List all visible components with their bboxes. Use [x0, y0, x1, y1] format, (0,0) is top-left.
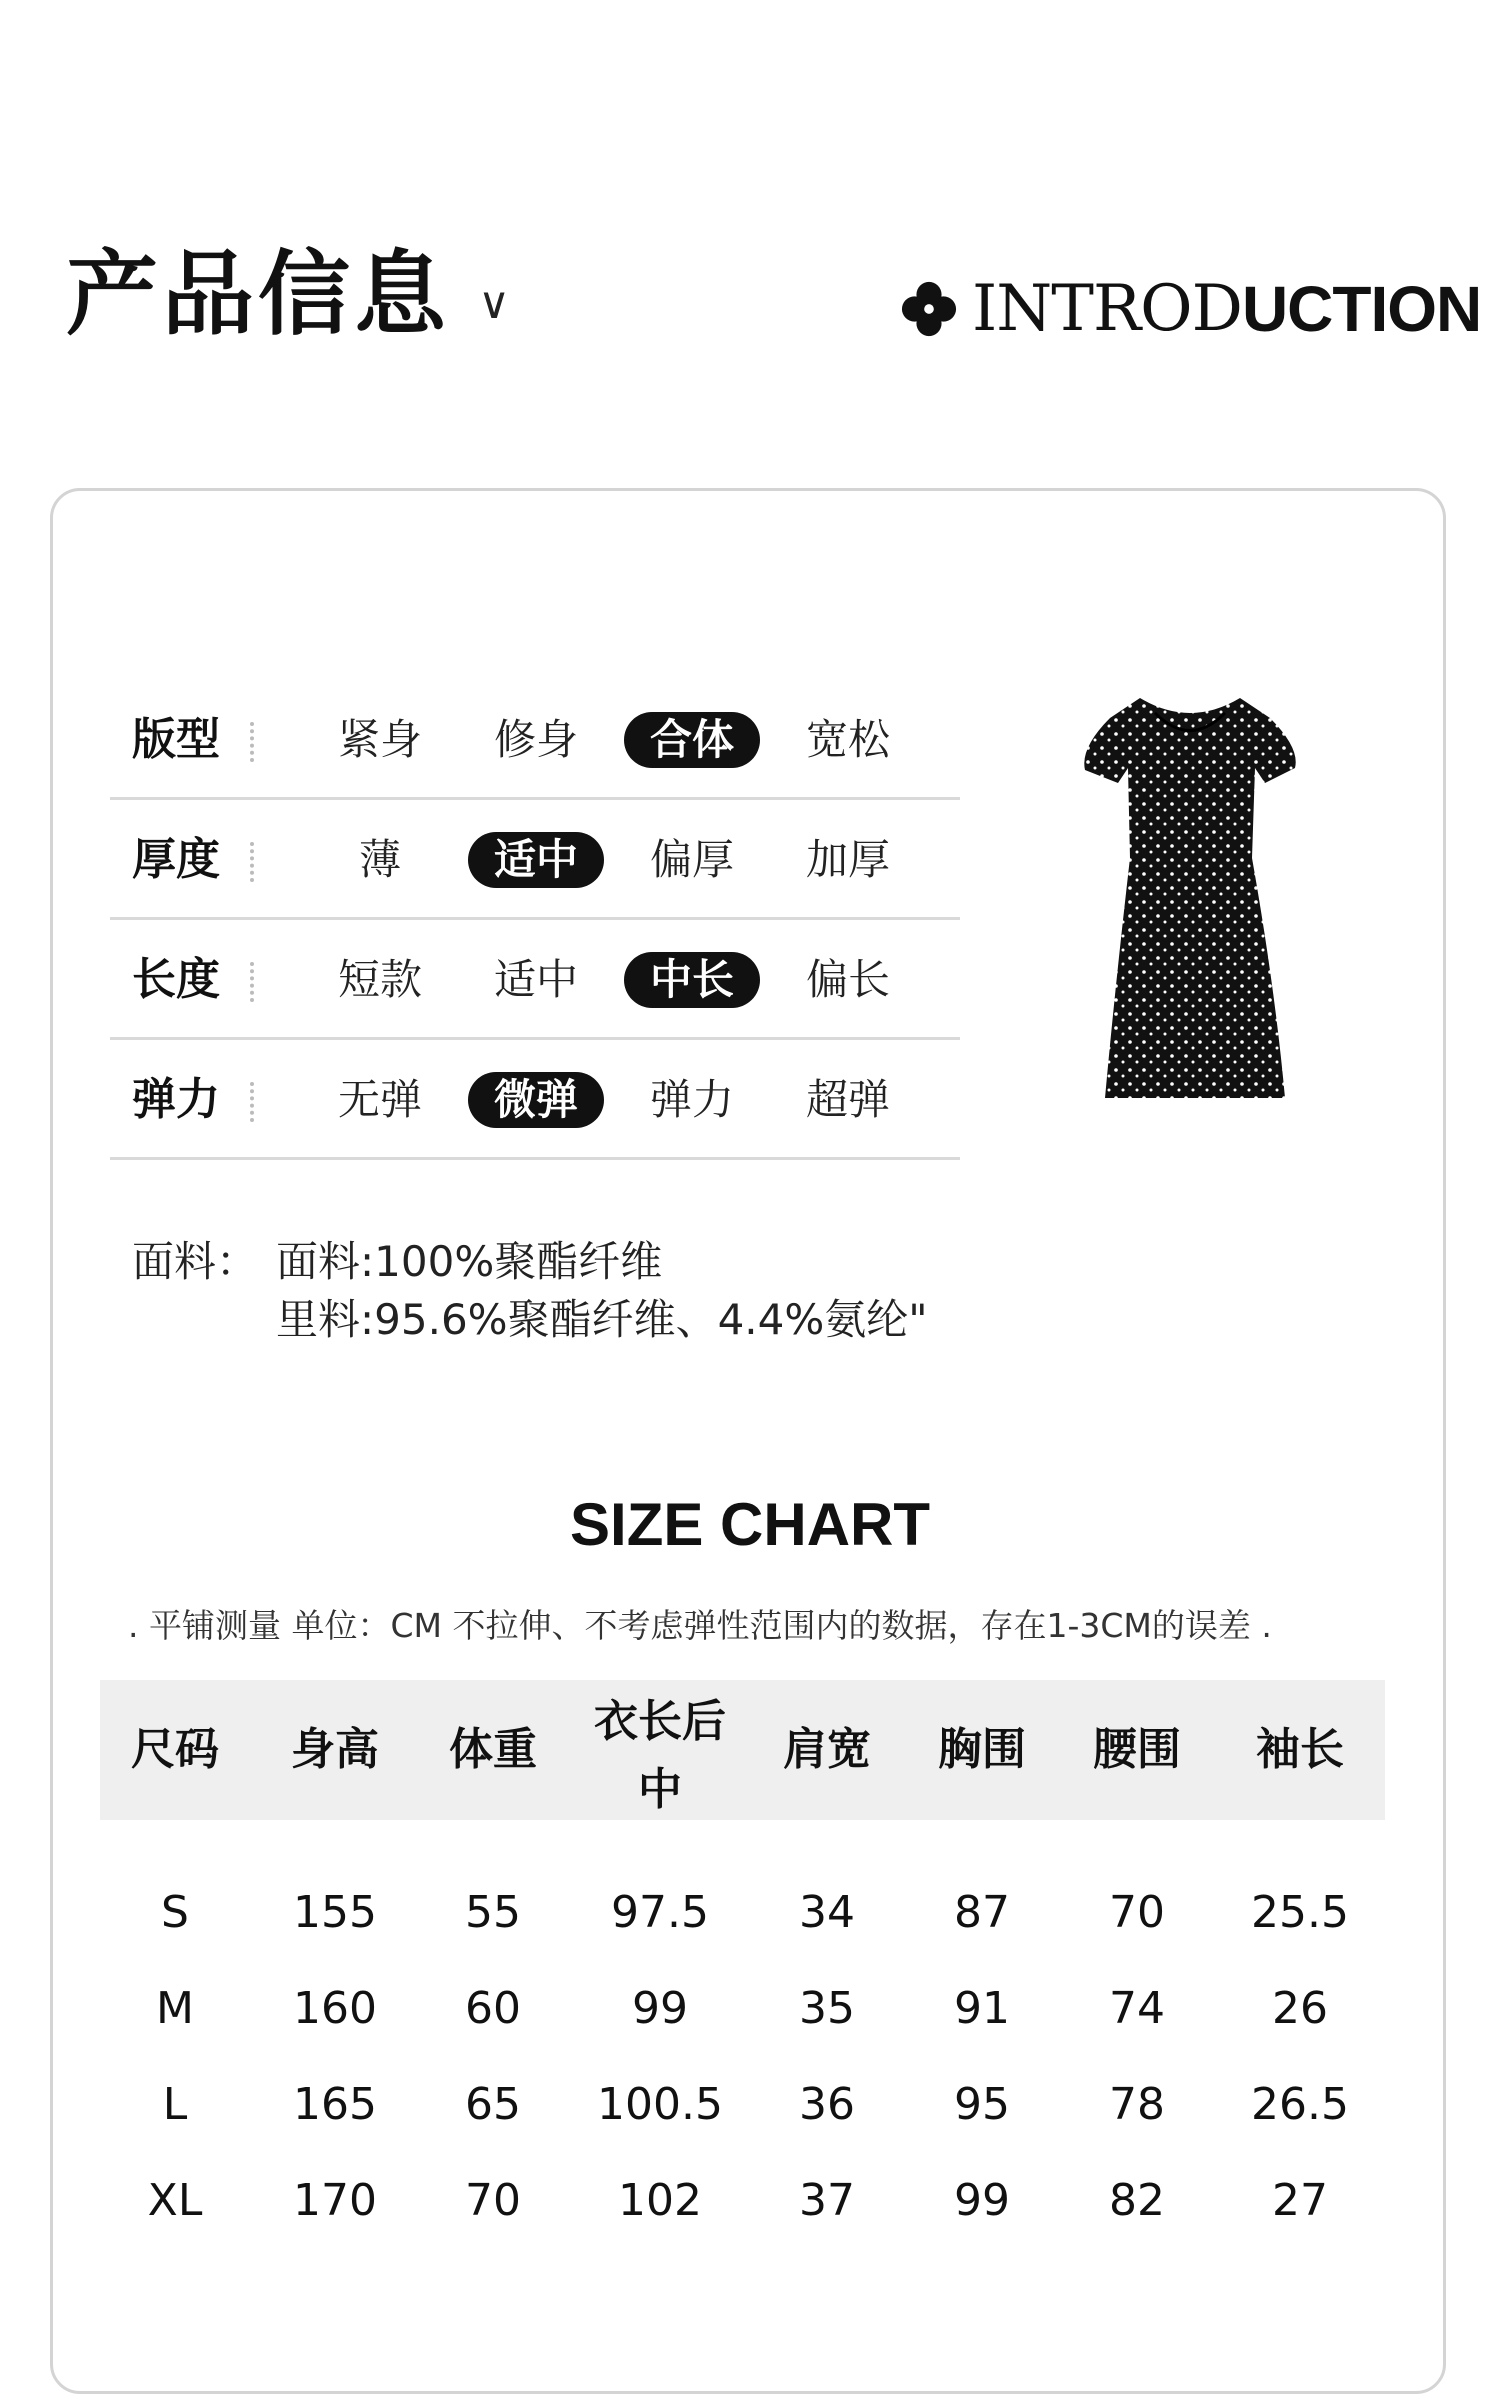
attribute-option: 超弹: [805, 1075, 890, 1124]
size-table-header-cell: 肩宽: [783, 1724, 871, 1775]
attribute-option: 弹力: [649, 1075, 734, 1124]
size-table-cell: 87: [954, 1887, 1010, 1938]
size-table-cell: 60: [465, 1983, 521, 2034]
size-table-cell: 82: [1109, 2175, 1165, 2226]
page-title: 产品信息: [66, 240, 451, 348]
intro-text-bold: UCTION: [1241, 273, 1482, 345]
size-table-header-cell: 体重: [449, 1724, 537, 1775]
attribute-row: [110, 680, 960, 800]
size-table-cell: 97.5: [611, 1887, 709, 1938]
size-table-cell: 165: [293, 2079, 377, 2130]
introduction-logo: [900, 274, 1481, 344]
attribute-option-selected: 适中: [468, 832, 604, 888]
attribute-label: 弹力: [132, 1074, 220, 1125]
size-table-cell: 155: [293, 1887, 377, 1938]
size-table-cell: 35: [799, 1983, 855, 2034]
attribute-option-selected: 合体: [624, 712, 760, 768]
size-table-cell: 65: [465, 2079, 521, 2130]
attribute-option: 偏长: [805, 955, 890, 1004]
attribute-option: 薄: [358, 835, 401, 884]
size-table-cell: 70: [1109, 1887, 1165, 1938]
size-table-cell: 160: [293, 1983, 377, 2034]
dotted-divider: [250, 1082, 254, 1122]
size-table-cell: 37: [799, 2175, 855, 2226]
size-table-cell: 170: [293, 2175, 377, 2226]
chevron-down-icon[interactable]: ∨: [478, 278, 511, 329]
attribute-label: 长度: [132, 954, 220, 1005]
size-table-cell: L: [162, 2079, 188, 2130]
size-table-cell: XL: [147, 2175, 203, 2226]
size-table-header-cell: 腰围: [1093, 1724, 1181, 1775]
fabric-outer: 面料:100%聚酯纤维: [276, 1237, 663, 1286]
size-table-header-cell: 袖长: [1256, 1724, 1344, 1775]
attribute-label: 版型: [132, 714, 220, 765]
size-table-cell: M: [156, 1983, 194, 2034]
attribute-option-selected: 中长: [624, 952, 760, 1008]
size-table-cell: 91: [954, 1983, 1010, 2034]
size-table-cell: 99: [954, 2175, 1010, 2226]
attribute-option: 适中: [493, 955, 578, 1004]
size-table-header-cell: 尺码: [131, 1724, 219, 1775]
attribute-row: [110, 920, 960, 1040]
size-table-cell: 26: [1272, 1983, 1328, 2034]
attribute-option: 短款: [337, 955, 422, 1004]
size-table-header-cell: 胸围: [938, 1724, 1026, 1775]
size-chart-title: SIZE CHART: [570, 1491, 930, 1558]
attribute-label: 厚度: [132, 834, 220, 885]
dotted-divider: [250, 842, 254, 882]
size-table-cell: 74: [1109, 1983, 1165, 2034]
size-table-header-cell: 中: [638, 1764, 682, 1815]
dotted-divider: [250, 722, 254, 762]
size-table-header-cell: 身高: [291, 1724, 379, 1775]
clover-icon: [900, 280, 958, 338]
attribute-option: 紧身: [337, 715, 422, 764]
size-table-cell: 36: [799, 2079, 855, 2130]
size-table-cell: 27: [1272, 2175, 1328, 2226]
fabric-label: 面料：: [132, 1237, 259, 1286]
dress-image: [1070, 688, 1310, 1108]
attribute-option: 无弹: [337, 1075, 422, 1124]
size-table-header-cell: 衣长后: [594, 1696, 726, 1747]
size-chart-note: . 平铺测量 单位：CM 不拉伸、不考虑弹性范围内的数据，存在1-3CM的误差 .: [128, 1606, 1272, 1645]
size-table-cell: S: [161, 1887, 189, 1938]
attribute-option-selected: 微弹: [468, 1072, 604, 1128]
size-table-cell: 100.5: [597, 2079, 723, 2130]
size-table-cell: 55: [465, 1887, 521, 1938]
attribute-option: 宽松: [805, 715, 890, 764]
size-table-cell: 99: [632, 1983, 688, 2034]
size-table-cell: 78: [1109, 2079, 1165, 2130]
fabric-lining: 里料:95.6%聚酯纤维、4.4%氨纶": [276, 1295, 928, 1344]
size-table-cell: 34: [799, 1887, 855, 1938]
size-table-cell: 70: [465, 2175, 521, 2226]
size-table-cell: 95: [954, 2079, 1010, 2130]
size-table-cell: 102: [618, 2175, 702, 2226]
attribute-row: [110, 800, 960, 920]
attribute-option: 偏厚: [649, 835, 734, 884]
dotted-divider: [250, 962, 254, 1002]
size-table-cell: 26.5: [1251, 2079, 1349, 2130]
row-divider: [110, 1157, 960, 1160]
attribute-option: 修身: [493, 715, 578, 764]
intro-text-thin: INTROD: [972, 272, 1242, 346]
size-table-cell: 25.5: [1251, 1887, 1349, 1938]
attribute-row: [110, 1040, 960, 1160]
attribute-option: 加厚: [805, 835, 890, 884]
